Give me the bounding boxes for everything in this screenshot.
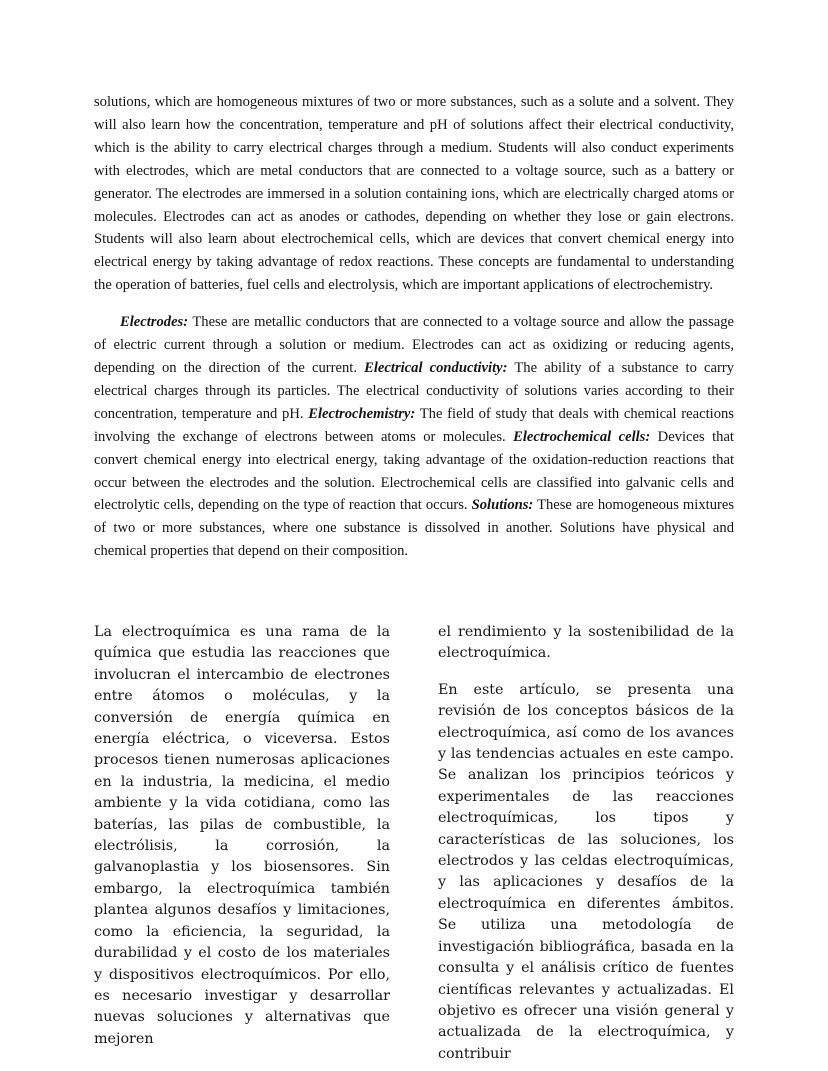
body-paragraph-continuation: solutions, which are homogeneous mixtures of two or more substances, such as a solute and a solvent. They will also learn how the concentration, temperature and pH of solutions affect their electrical conductivity, which is the ability to carry electrical charges through a medium. Students will also conduct experiments with electrodes, which are metal conductors that are connected to a voltage source, such as a battery or generator. The electrodes are immersed in a solution containing ions, which are electrically charged atoms or molecules. Electrodes can act as anodes or cathodes, depending on whether they lose or gain electrons. Students will also learn about electrochemical cells, which are devices that convert chemical energy into electrical energy by taking advantage of redox reactions. These concepts are fundamental to understanding the operation of batteries, fuel cells and electrolysis, which are important applications of electrochemistry.	[94, 94, 734, 294]
definition-electrodes: These are metallic conductors that are connected to a voltage source and allow the passage of electric current through a solution or medium. Electrodes can act as oxidizing or reducing agents, depending on the direction of the current.	[94, 314, 734, 376]
term-electrodes: Electrodes:	[120, 314, 189, 331]
term-electrochemistry: Electrochemistry:	[308, 405, 416, 422]
spanish-column-left	[94, 622, 390, 1050]
term-electrical-conductivity: Electrical conductivity:	[364, 359, 508, 376]
spanish-paragraph: el rendimiento y la sostenibilidad de la electroquímica.	[438, 624, 734, 662]
definition-electrochemical-cells: Devices that convert chemical energy into electrical energy, taking advantage of the oxidation-reduction reactions that occur between the electrodes and the solution. Electrochemical cells are classified into galvanic cells and electrolytic cells, depending on the type of reaction that occurs.	[94, 428, 734, 514]
spanish-column-right	[438, 622, 734, 1065]
english-text-block	[94, 91, 734, 563]
spanish-paragraph: La electroquímica es una rama de la química que estudia las reacciones que involucran el intercambio de electrones entre átomos o moléculas, y la conversión de energía química en energía eléctrica, o viceversa. Estos procesos tienen numerosas aplicaciones en la industria, la medicina, el medio ambiente y la vida cotidiana, como las baterías, las pilas de combustible, la electrólisis, la corrosión, la galvanoplastia y los biosensores. Sin embargo, la electroquímica también plantea algunos desafíos y limitaciones, como la eficiencia, la seguridad, la durabilidad y el costo de los materiales y dispositivos electroquímicos. Por ello, es necesario investigar y desarrollar nuevas soluciones y alternativas que mejoren	[94, 624, 390, 1047]
spanish-paragraph: En este artículo, se presenta una revisión de los conceptos básicos de la electroquímica, así como de los avances y las tendencias actuales en este campo. Se analizan los principios teóricos y experimentales de las reacciones electroquímicas, los tipos y características de las soluciones, los electrodos y las celdas electroquímicas, y las aplicaciones y desafíos de la electroquímica en diferentes ámbitos. Se utiliza una metodología de investigación bibliográfica, basada en la consulta y el análisis crítico de fuentes científicas relevantes y actualizadas. El objetivo es ofrecer una visión general y actualizada de la electroquímica, y contribuir	[438, 681, 734, 1062]
definition-solutions: These are homogeneous mixtures of two or more substances, where one substance is dissolved in another. Solutions have physical and chemical properties that depend on their composition.	[94, 497, 735, 560]
term-electrochemical-cells: Electrochemical cells:	[513, 428, 651, 445]
definition-electrical-conductivity: The ability of a substance to carry electrical charges through its particles. The electrical conductivity of solutions varies according to their concentration, temperature and pH.	[94, 359, 734, 422]
definition-electrochemistry: The field of study that deals with chemical reactions involving the exchange of electrons between atoms or molecules.	[94, 405, 734, 445]
term-solutions: Solutions:	[471, 497, 534, 514]
spanish-two-column-block	[94, 622, 734, 1065]
glossary-paragraph	[94, 311, 734, 563]
